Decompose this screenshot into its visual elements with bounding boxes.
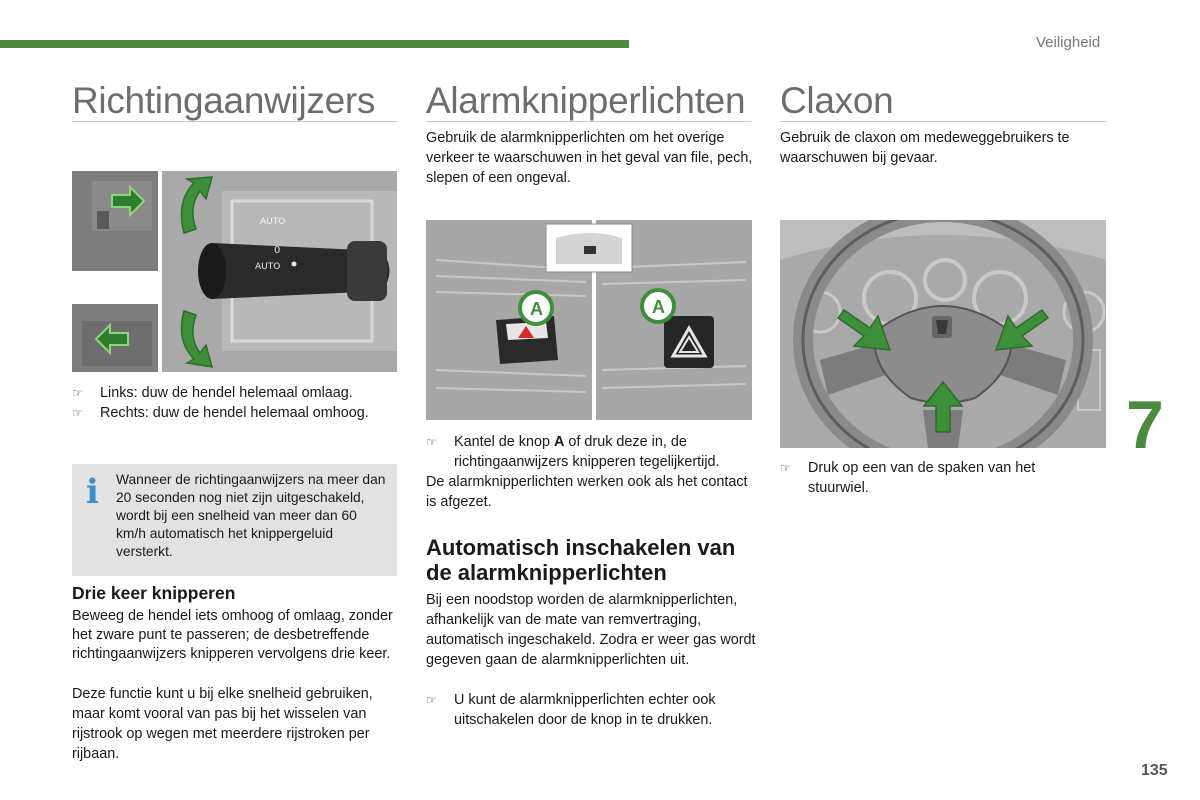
info-box (72, 464, 397, 576)
title-rule (780, 121, 1106, 122)
lion-logo-icon (932, 316, 952, 338)
steering-wheel-image (780, 220, 1106, 448)
paragraph: Bij een noodstop worden de alarmknipperlichten, afhankelijk van de mate van remvertraging, automatisch ingeschakeld. Zodra er weer gas wordt gegeven gaan de alarmknipperlichten uit. (426, 592, 756, 668)
subheading-drie-keer: Drie keer knipperen (72, 583, 236, 603)
list-item: ☞ U kunt de alarmknipperlichten echter ook uitschakelen door de knop in te drukken. (426, 692, 716, 728)
turn-signal-stalk-image (72, 171, 397, 372)
title-richtingaanwijzers: Richtingaanwijzers (72, 80, 376, 121)
bullet-kantel (426, 432, 756, 472)
hazard-button-right (664, 316, 714, 368)
svg-text:A: A (652, 297, 665, 317)
list-item: ☞ Druk op een van de spaken van het stuurwiel. (780, 460, 1036, 496)
svg-text:AUTO: AUTO (255, 262, 281, 272)
pointing-hand-icon: ☞ (780, 461, 791, 475)
pointing-hand-icon: ☞ (72, 406, 83, 420)
svg-text:AUTO: AUTO (260, 217, 286, 227)
chapter-number: 7 (1126, 387, 1164, 463)
paragraph: Beweeg de hendel iets omhoog of omlaag, zonder het zware punt te passeren; de desbetreffende richtingaanwijzers knipperen vervolgens drie keer. (72, 608, 393, 662)
hazard-button-image (426, 220, 752, 420)
paragraph: De alarmknipperlichten werken ook als het contact is afgezet. (426, 474, 748, 510)
list-item: ☞ Kantel de knop A of druk deze in, de richtingaanwijzers knipperen tegelijkertijd. (426, 434, 720, 470)
pointing-hand-icon: ☞ (426, 435, 437, 449)
list-item: ☞ Links: duw de hendel helemaal omlaag. (72, 385, 353, 401)
svg-text:A: A (530, 299, 543, 319)
info-text: Wanneer de richtingaanwijzers na meer dan 20 seconden nog niet zijn uitgeschakeld, wordt bij een snelheid van meer dan 60 km/h automatisch het knippergeluid versterkt. (116, 472, 386, 559)
bullet-list-signals (72, 383, 402, 423)
info-icon: i (86, 472, 99, 512)
list-item: ☞ Rechts: duw de hendel helemaal omhoog. (72, 405, 369, 421)
svg-text:0: 0 (274, 245, 281, 256)
paragraph: Deze functie kunt u bij elke snelheid gebruiken, maar komt vooral van pas bij het wisselen van rijstrook op wegen met meerdere rijstroken per rijbaan. (72, 686, 373, 762)
title-alarmknipperlichten: Alarmknipperlichten (426, 80, 746, 121)
title-rule (426, 121, 751, 122)
callout-a-right (642, 290, 674, 322)
title-claxon: Claxon (780, 80, 894, 121)
paragraph-intro: Gebruik de alarmknipperlichten om het overige verkeer te waarschuwen in het geval van file, pech, slepen of een ongeval. (426, 130, 753, 186)
section-label: Veiligheid (1036, 34, 1101, 51)
callout-a-left (520, 292, 552, 324)
pointing-hand-icon: ☞ (72, 386, 83, 400)
title-rule (72, 121, 397, 122)
subheading-automatisch: Automatisch inschakelen van de alarmknipperlichten (426, 535, 736, 585)
pointing-hand-icon: ☞ (426, 693, 437, 707)
page-number: 135 (1141, 762, 1168, 779)
bullet-uitschakelen (426, 690, 756, 730)
paragraph-intro: Gebruik de claxon om medeweggebruikers te waarschuwen bij gevaar. (780, 130, 1070, 166)
header-accent-bar (0, 40, 629, 48)
bullet-spaken (780, 458, 1090, 498)
